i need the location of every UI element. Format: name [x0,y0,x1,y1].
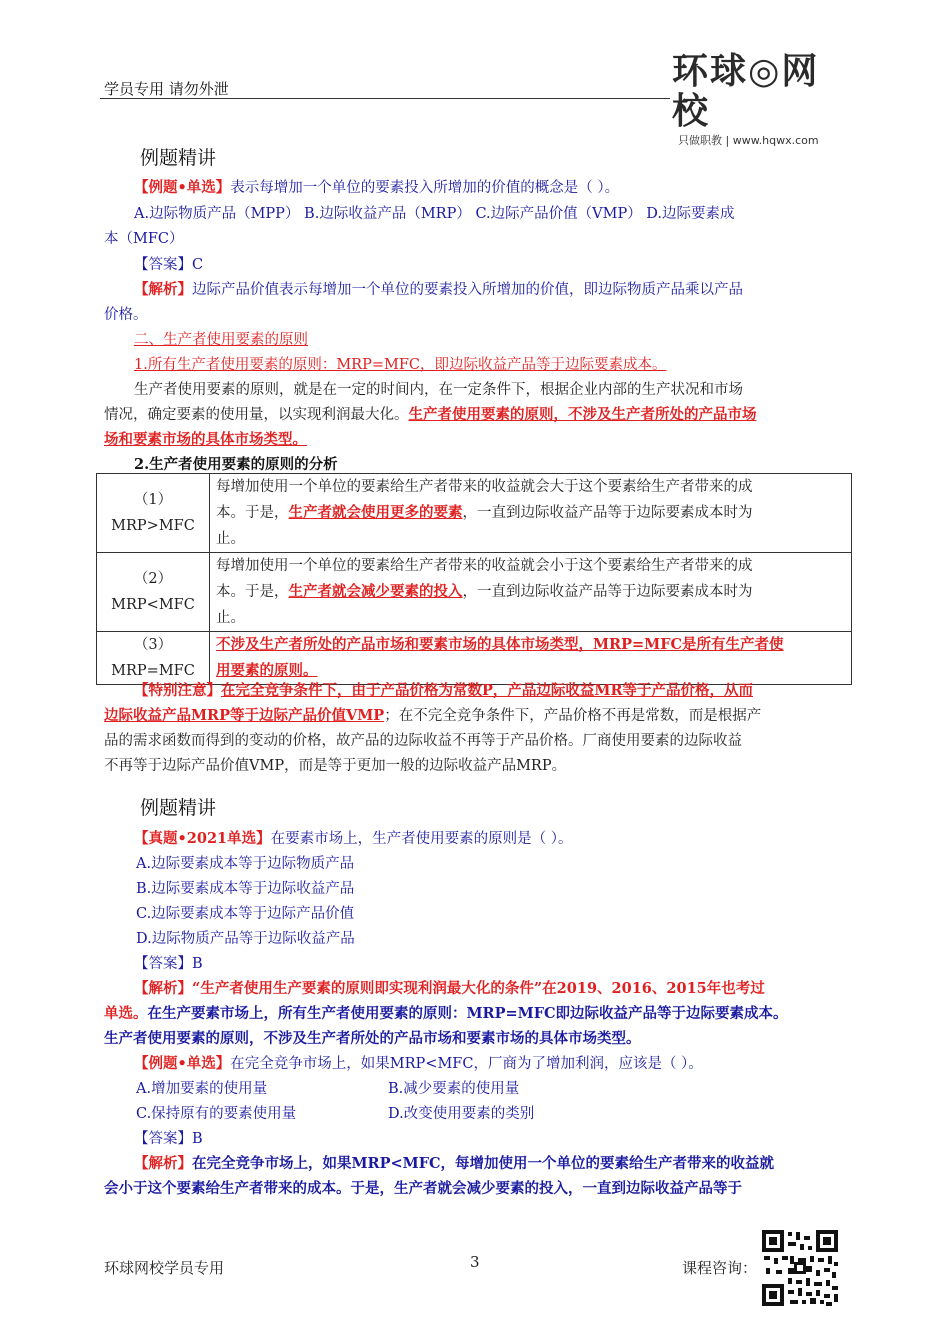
option-item: D.边际物质产品等于边际收益产品 [136,931,355,947]
note-tag: 【特别注意】 [134,682,221,699]
principles-table [96,473,852,685]
answer-line: 【答案】C [134,257,204,273]
analysis-line-1 [104,280,874,300]
table-row-label: （3）MRP=MFC [97,632,210,685]
option-item: D.改变使用要素的类别 [388,1106,535,1122]
question-text: 表示每增加一个单位的要素投入所增加的价值的概念是（ ）。 [230,180,620,196]
table-row-label: （1）MRP>MFC [97,474,210,553]
section-title: 例题精讲 [140,147,217,169]
principle-paragraph-1: 生产者使用要素的原则，就是在一定的时间内，在一定条件下，根据企业内部的生产状况和市场 [134,382,743,398]
analysis-tag: 【解析】 [134,1155,192,1172]
paragraph-highlight: 生产者使用要素的原则，不涉及生产者所处的产品市场 [408,406,757,423]
row-text-part: ，一直到边际收益产品等于边际要素成本时为 [462,584,753,600]
analysis-line-2: 会小于这个要素给生产者带来的成本。于是，生产者就会减少要素的投入，一直到边际收益产品等于 [104,1180,742,1197]
option-item: C.保持原有的要素使用量 [136,1106,297,1122]
footer-left-text: 环球网校学员专用 [104,1259,225,1277]
logo-sub-text: 只做职教 | www.hqwx.com [678,134,819,147]
table-row-label: （2）MRP<MFC [97,553,210,632]
analysis-text: 边际产品价值表示每增加一个单位的要素投入所增加的价值，即边际物质产品乘以产品 [192,282,743,298]
question-tag: 【例题•单选】 [134,179,231,196]
row-highlight: 生产者就会使用更多的要素 [288,504,463,521]
analysis-text: 在完全竞争市场上，如果MRP<MFC，每增加使用一个单位的要素给生产者带来的收益就 [192,1155,775,1172]
note-highlight: 在完全竞争条件下，由于产品价格为常数P，产品边际收益MR等于产品价格，从而 [221,682,754,699]
row-text: 每增加使用一个单位的要素给生产者带来的收益就会小于这个要素给生产者带来的成 [216,558,753,574]
note-line-1 [104,681,874,701]
answer-line: 【答案】B [134,956,203,972]
question-line [104,829,874,849]
analysis-tag: 【解析】 [134,980,192,997]
analysis-text: 在生产要素市场上，所有生产者使用要素的原则：MRP=MFC即边际收益产品等于边际要素成本。 [147,1005,788,1022]
options-line-2: 本（MFC） [104,231,184,247]
row-highlight: 不涉及生产者所处的产品市场和要素市场的具体市场类型，MRP=MFC是所有生产者使 [216,636,784,653]
row-text: 止。 [216,531,245,547]
analysis-line-1 [104,1154,874,1174]
row-highlight: 用要素的原则。 [216,662,318,679]
principle-point-2: 2.生产者使用要素的原则的分析 [134,456,338,473]
logo-main-text: 环球◎网校 [672,51,820,132]
analysis-line-2: 价格。 [104,307,148,323]
principle-paragraph-2 [104,405,844,425]
question-tag: 【真题•2021单选】 [134,830,271,847]
table-row [97,553,852,632]
footer-consult-text: 课程咨询： [682,1259,758,1277]
analysis-highlight: “生产者使用生产要素的原则即实现利润最大化的条件”在2019、2016、2015年也考过 [192,980,765,997]
row-text-part: 本。于是， [216,505,289,521]
table-row-content [210,553,852,632]
question-line [104,178,874,198]
option-item: C.边际要素成本等于边际产品价值 [136,906,355,922]
question-text: 在完全竞争市场上，如果MRP<MFC，厂商为了增加利润，应该是（ ）。 [230,1056,703,1072]
option-item: A.边际要素成本等于边际物质产品 [136,856,355,872]
note-highlight: 边际收益产品MRP等于边际产品价值VMP [104,707,385,724]
answer-line: 【答案】B [134,1131,203,1147]
note-line-4: 不再等于边际产品价值VMP，而是等于更加一般的边际收益产品MRP。 [104,758,567,774]
paragraph-plain: 情况，确定要素的使用量，以实现利润最大化。 [104,407,409,423]
analysis-line-2 [104,1004,844,1024]
principle-paragraph-3: 场和要素市场的具体市场类型。 [104,431,307,448]
table-row [97,632,852,685]
options-line-1: A.边际物质产品（MPP） B.边际收益产品（MRP） C.边际产品价值（VMP） D.边际要素成 [134,206,735,222]
qr-code-icon[interactable] [760,1228,840,1308]
option-item: B.边际要素成本等于边际收益产品 [136,881,355,897]
analysis-line-3: 生产者使用要素的原则，不涉及生产者所处的产品市场和要素市场的具体市场类型。 [104,1030,641,1047]
analysis-tag: 【解析】 [134,281,192,298]
row-text [216,500,845,526]
principle-point-1: 1.所有生产者使用要素的原则：MRP=MFC，即边际收益产品等于边际要素成本。 [134,357,667,373]
option-item: A.增加要素的使用量 [136,1081,268,1097]
row-text-part: 本。于是， [216,584,289,600]
row-text: 止。 [216,610,245,626]
table-row-content [210,632,852,685]
row-text [216,579,845,605]
analysis-highlight: 单选。 [104,1005,148,1022]
page-number: 3 [470,1253,480,1271]
note-line-2 [104,706,844,726]
logo [672,51,847,147]
option-item: B.减少要素的使用量 [388,1081,520,1097]
note-plain: ；在不完全竞争条件下，产品价格不再是常数，而是根据产 [384,708,762,724]
question-text: 在要素市场上，生产者使用要素的原则是（ ）。 [270,831,573,847]
question-tag: 【例题•单选】 [134,1055,231,1072]
row-text-part: ，一直到边际收益产品等于边际要素成本时为 [462,505,753,521]
analysis-line-1 [104,979,874,999]
row-highlight: 生产者就会减少要素的投入 [288,583,463,600]
header-left-text: 学员专用 请勿外泄 [104,80,229,98]
principles-heading: 二、生产者使用要素的原则 [134,332,308,348]
note-line-3: 品的需求函数而得到的变动的价格，故产品的边际收益不再等于产品价格。厂商使用要素的边际收益 [104,733,742,749]
table-row-content [210,474,852,553]
question-line [104,1054,874,1074]
table-row [97,474,852,553]
header-divider [100,98,670,99]
row-text: 每增加使用一个单位的要素给生产者带来的收益就会大于这个要素给生产者带来的成 [216,479,753,495]
section-title: 例题精讲 [140,797,217,819]
